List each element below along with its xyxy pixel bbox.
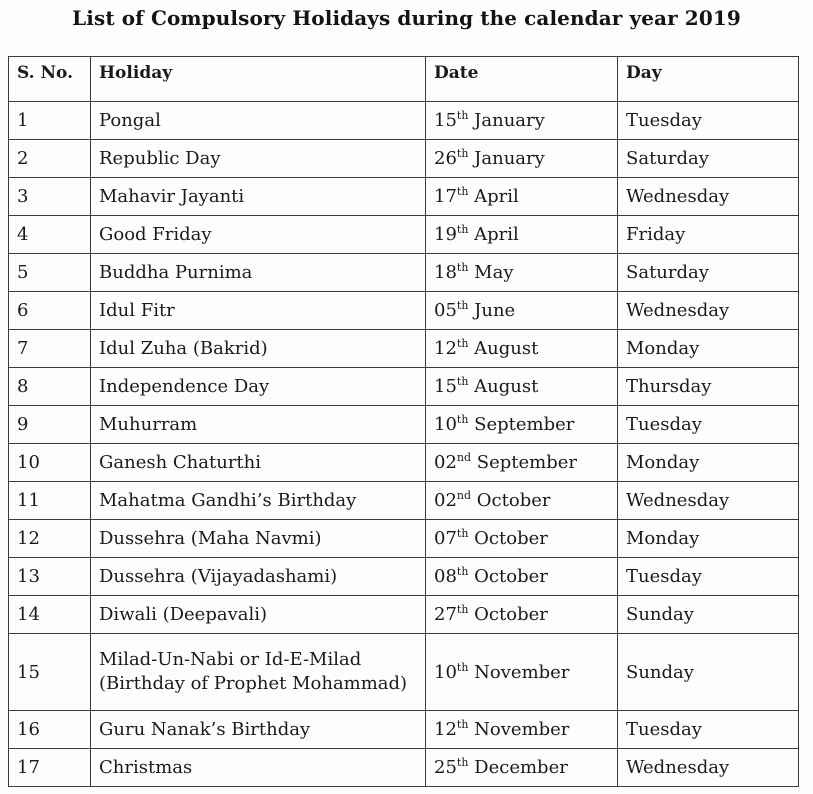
- cell-date: [426, 178, 618, 216]
- cell-sno: 4: [9, 216, 91, 254]
- holiday-name-line: Ganesh Chaturthi: [99, 452, 262, 473]
- cell-holiday: [91, 330, 426, 368]
- date-day-number: 27: [434, 604, 457, 625]
- cell-holiday: [91, 292, 426, 330]
- cell-holiday: [91, 140, 426, 178]
- cell-sno: 8: [9, 368, 91, 406]
- table-body: [9, 102, 799, 787]
- cell-day: Sunday: [618, 596, 799, 634]
- cell-day: Saturday: [618, 140, 799, 178]
- date-ordinal-suffix: th: [456, 660, 469, 674]
- holiday-name-line: Christmas: [99, 757, 193, 778]
- cell-date: [426, 330, 618, 368]
- cell-holiday: [91, 634, 426, 711]
- cell-day: Tuesday: [618, 558, 799, 596]
- cell-date: [426, 102, 618, 140]
- cell-date: [426, 520, 618, 558]
- cell-day: Monday: [618, 520, 799, 558]
- date-month: October: [474, 566, 548, 587]
- holiday-name-line: Idul Fitr: [99, 300, 175, 321]
- header-date: Date: [426, 57, 618, 102]
- table-row: [9, 216, 799, 254]
- cell-sno: 13: [9, 558, 91, 596]
- date-day-number: 25: [434, 757, 457, 778]
- date-month: May: [474, 262, 514, 283]
- cell-date: [426, 444, 618, 482]
- cell-date: [426, 596, 618, 634]
- cell-day: Wednesday: [618, 749, 799, 787]
- table-row: [9, 140, 799, 178]
- date-day-number: 07: [434, 528, 457, 549]
- holiday-name-line: Mahatma Gandhi’s Birthday: [99, 490, 357, 511]
- holiday-name-line: Muhurram: [99, 414, 198, 435]
- cell-sno: 5: [9, 254, 91, 292]
- table-row: [9, 596, 799, 634]
- date-month: October: [474, 604, 548, 625]
- date-day-number: 10: [434, 661, 457, 683]
- date-ordinal-suffix: th: [456, 147, 469, 160]
- cell-day: Tuesday: [618, 102, 799, 140]
- holidays-table: [8, 56, 799, 787]
- date-day-number: 26: [434, 148, 457, 169]
- table-row: [9, 711, 799, 749]
- date-day-number: 12: [434, 338, 457, 359]
- cell-sno: 10: [9, 444, 91, 482]
- date-month: December: [474, 757, 568, 778]
- holiday-name-line: Diwali (Deepavali): [99, 604, 268, 625]
- cell-holiday: [91, 444, 426, 482]
- cell-holiday: [91, 216, 426, 254]
- table-row: [9, 444, 799, 482]
- date-ordinal-suffix: th: [456, 603, 469, 616]
- date-month: September: [474, 414, 575, 435]
- date-day-number: 12: [434, 719, 457, 740]
- cell-holiday: [91, 368, 426, 406]
- date-ordinal-suffix: th: [456, 413, 469, 426]
- cell-day: Sunday: [618, 634, 799, 711]
- table-header-row: [9, 57, 799, 102]
- cell-date: [426, 749, 618, 787]
- date-ordinal-suffix: th: [456, 223, 469, 236]
- date-ordinal-suffix: th: [456, 756, 469, 769]
- holiday-name-line: Guru Nanak’s Birthday: [99, 719, 311, 740]
- holiday-name-line: Pongal: [99, 110, 161, 131]
- cell-holiday: [91, 520, 426, 558]
- header-day: Day: [618, 57, 799, 102]
- cell-holiday: [91, 406, 426, 444]
- cell-date: [426, 711, 618, 749]
- holiday-name-line: Idul Zuha (Bakrid): [99, 338, 268, 359]
- table-row: [9, 749, 799, 787]
- date-month: September: [476, 452, 578, 473]
- cell-date: [426, 634, 618, 711]
- table-row: [9, 520, 799, 558]
- cell-date: [426, 406, 618, 444]
- table-row: [9, 330, 799, 368]
- cell-date: [426, 216, 618, 254]
- date-month: October: [474, 528, 548, 549]
- cell-holiday: [91, 711, 426, 749]
- date-month: October: [476, 490, 551, 511]
- cell-holiday: [91, 558, 426, 596]
- date-ordinal-suffix: nd: [456, 489, 472, 502]
- date-ordinal-suffix: th: [456, 109, 469, 122]
- date-ordinal-suffix: th: [456, 375, 469, 388]
- date-ordinal-suffix: th: [456, 261, 469, 274]
- cell-day: Saturday: [618, 254, 799, 292]
- cell-holiday: [91, 102, 426, 140]
- date-ordinal-suffix: nd: [456, 451, 472, 464]
- cell-sno: 2: [9, 140, 91, 178]
- date-day-number: 19: [434, 224, 457, 245]
- date-ordinal-suffix: th: [456, 718, 469, 731]
- table-row: [9, 368, 799, 406]
- cell-day: Wednesday: [618, 292, 799, 330]
- date-day-number: 08: [434, 566, 457, 587]
- cell-day: Tuesday: [618, 406, 799, 444]
- cell-day: Wednesday: [618, 178, 799, 216]
- holiday-name-line: Dussehra (Maha Navmi): [99, 528, 322, 549]
- date-ordinal-suffix: th: [456, 337, 469, 350]
- cell-sno: 17: [9, 749, 91, 787]
- cell-sno: 3: [9, 178, 91, 216]
- cell-sno: 14: [9, 596, 91, 634]
- table-row: [9, 102, 799, 140]
- cell-day: Friday: [618, 216, 799, 254]
- cell-day: Tuesday: [618, 711, 799, 749]
- date-day-number: 18: [434, 262, 457, 283]
- table-row: [9, 634, 799, 711]
- table-row: [9, 406, 799, 444]
- cell-date: [426, 482, 618, 520]
- cell-day: Thursday: [618, 368, 799, 406]
- date-ordinal-suffix: th: [456, 185, 469, 198]
- date-ordinal-suffix: th: [456, 565, 469, 578]
- cell-date: [426, 140, 618, 178]
- cell-date: [426, 368, 618, 406]
- date-month: November: [474, 719, 570, 740]
- cell-sno: 1: [9, 102, 91, 140]
- cell-holiday: [91, 254, 426, 292]
- holiday-name-line: Independence Day: [99, 376, 270, 397]
- date-day-number: 17: [434, 186, 457, 207]
- table-row: [9, 482, 799, 520]
- table-row: [9, 292, 799, 330]
- cell-holiday: [91, 482, 426, 520]
- date-month: April: [474, 224, 519, 245]
- cell-sno: 11: [9, 482, 91, 520]
- date-month: April: [474, 186, 519, 207]
- header-holiday: Holiday: [91, 57, 426, 102]
- cell-day: Monday: [618, 444, 799, 482]
- page-title: List of Compulsory Holidays during the calendar year 2019: [72, 6, 741, 30]
- holiday-name-line: (Birthday of Prophet Mohammad): [99, 673, 408, 694]
- date-day-number: 10: [434, 414, 457, 435]
- date-ordinal-suffix: th: [456, 299, 469, 312]
- cell-date: [426, 558, 618, 596]
- date-day-number: 15: [434, 376, 457, 397]
- holiday-name-line: Republic Day: [99, 148, 221, 169]
- date-day-number: 02: [434, 490, 457, 511]
- date-month: August: [474, 338, 539, 359]
- table-row: [9, 178, 799, 216]
- cell-holiday: [91, 596, 426, 634]
- cell-sno: 6: [9, 292, 91, 330]
- date-month: November: [474, 661, 570, 683]
- holiday-name-line: Mahavir Jayanti: [99, 186, 245, 207]
- cell-holiday: [91, 749, 426, 787]
- cell-sno: 15: [9, 634, 91, 711]
- cell-sno: 12: [9, 520, 91, 558]
- date-day-number: 05: [434, 300, 457, 321]
- date-month: June: [474, 300, 516, 321]
- date-month: January: [474, 110, 545, 131]
- holiday-name-line: Milad-Un-Nabi or Id-E-Milad: [99, 649, 362, 670]
- cell-day: Monday: [618, 330, 799, 368]
- cell-date: [426, 254, 618, 292]
- cell-day: Wednesday: [618, 482, 799, 520]
- date-month: January: [474, 148, 545, 169]
- date-day-number: 15: [434, 110, 457, 131]
- holiday-name-line: Good Friday: [99, 224, 212, 245]
- date-ordinal-suffix: th: [456, 527, 469, 540]
- cell-sno: 7: [9, 330, 91, 368]
- header-sno: S. No.: [9, 57, 91, 102]
- holiday-name-line: Buddha Purnima: [99, 262, 253, 283]
- date-day-number: 02: [434, 452, 457, 473]
- table-row: [9, 254, 799, 292]
- cell-sno: 16: [9, 711, 91, 749]
- holiday-name-line: Dussehra (Vijayadashami): [99, 566, 338, 587]
- cell-date: [426, 292, 618, 330]
- cell-sno: 9: [9, 406, 91, 444]
- table-row: [9, 558, 799, 596]
- cell-holiday: [91, 178, 426, 216]
- date-month: August: [474, 376, 539, 397]
